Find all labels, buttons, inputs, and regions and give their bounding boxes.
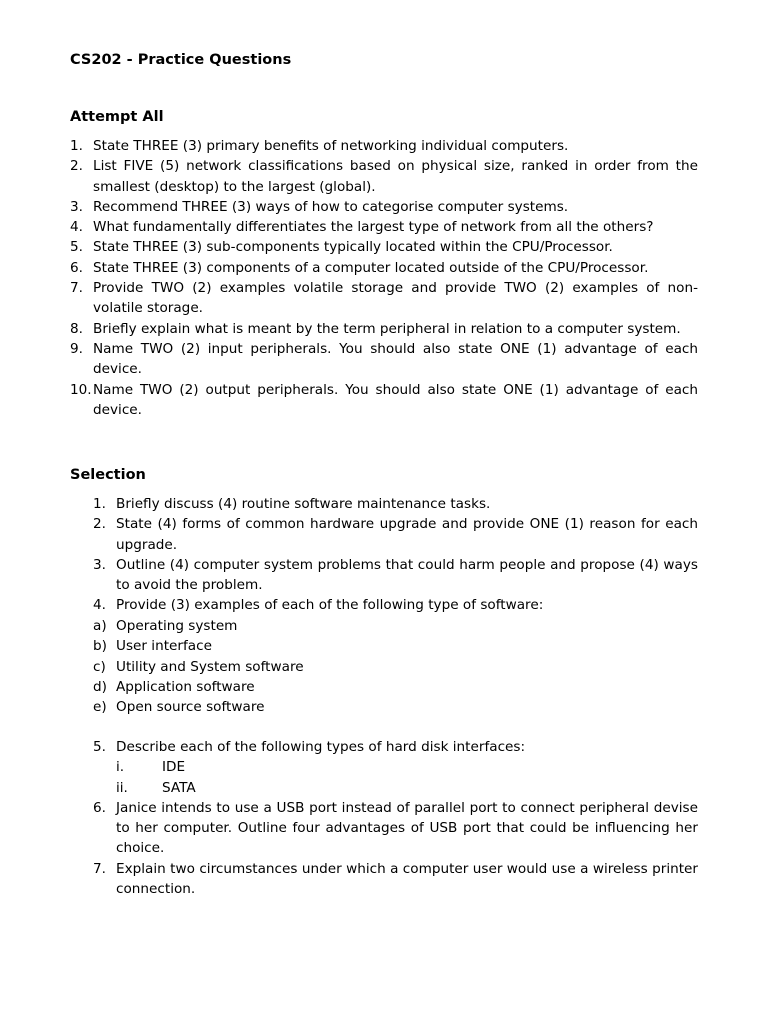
list-item: 3. Outline (4) computer system problems that could harm people and propose (4) ways to avoid the problem. (93, 556, 698, 594)
list-item: 4. What fundamentally differentiates the largest type of network from all the others? (70, 219, 654, 236)
list-item: 2. List FIVE (5) network classifications based on physical size, ranked in order from the smallest (desktop) to the largest (global). (70, 158, 698, 195)
list-item: 5. State THREE (3) sub-components typically located within the CPU/Processor. (70, 239, 613, 256)
list-item: 9. Name TWO (2) input peripherals. You should also state ONE (1) advantage of each device. (70, 340, 698, 378)
attempt-all-list (70, 136, 698, 420)
sub-list-item: ii. SATA (116, 779, 196, 796)
selection-list (93, 494, 698, 616)
selection-list-continued (93, 737, 698, 899)
section-heading-selection: Selection (70, 467, 146, 483)
list-item: 4. Provide (3) examples of each of the following type of software: (93, 597, 544, 614)
sub-list-item: a) Operating system (93, 618, 238, 634)
list-item: 7. Provide TWO (2) examples volatile storage and provide TWO (2) examples of non-volatile storage. (70, 280, 698, 317)
list-item: 7. Explain two circumstances under which a computer user would use a wireless printer connection. (93, 860, 698, 898)
sub-list-item: c) Utility and System software (93, 658, 304, 675)
list-item: 10. Name TWO (2) output peripherals. You should also state ONE (1) advantage of each device. (70, 381, 698, 418)
list-item: 3. Recommend THREE (3) ways of how to categorise computer systems. (70, 198, 569, 215)
software-types-list (93, 616, 698, 717)
list-item: 8. Briefly explain what is meant by the term peripheral in relation to a computer system. (70, 320, 681, 337)
list-item: 2. State (4) forms of common hardware upgrade and provide ONE (1) reason for each upgrade. (93, 516, 698, 553)
sub-list-item: e) Open source software (93, 699, 265, 716)
list-item: 1. State THREE (3) primary benefits of networking individual computers. (70, 138, 569, 154)
sub-list-item: b) User interface (93, 638, 212, 655)
sub-list-item: i. IDE (116, 759, 186, 776)
section-heading-attempt-all: Attempt All (70, 109, 164, 125)
list-item: 1. Briefly discuss (4) routine software maintenance tasks. (93, 496, 491, 512)
list-item: 6. State THREE (3) components of a computer located outside of the CPU/Processor. (70, 259, 649, 276)
list-item: 5. Describe each of the following types of hard disk interfaces: (93, 739, 526, 755)
list-item: 6. Janice intends to use a USB port instead of parallel port to connect peripheral devise to her computer. Outline four advantages of USB port that could be influencing her choice. (93, 799, 698, 857)
page-title: CS202 - Practice Questions (70, 52, 292, 68)
sub-list-item: d) Application software (93, 678, 255, 695)
